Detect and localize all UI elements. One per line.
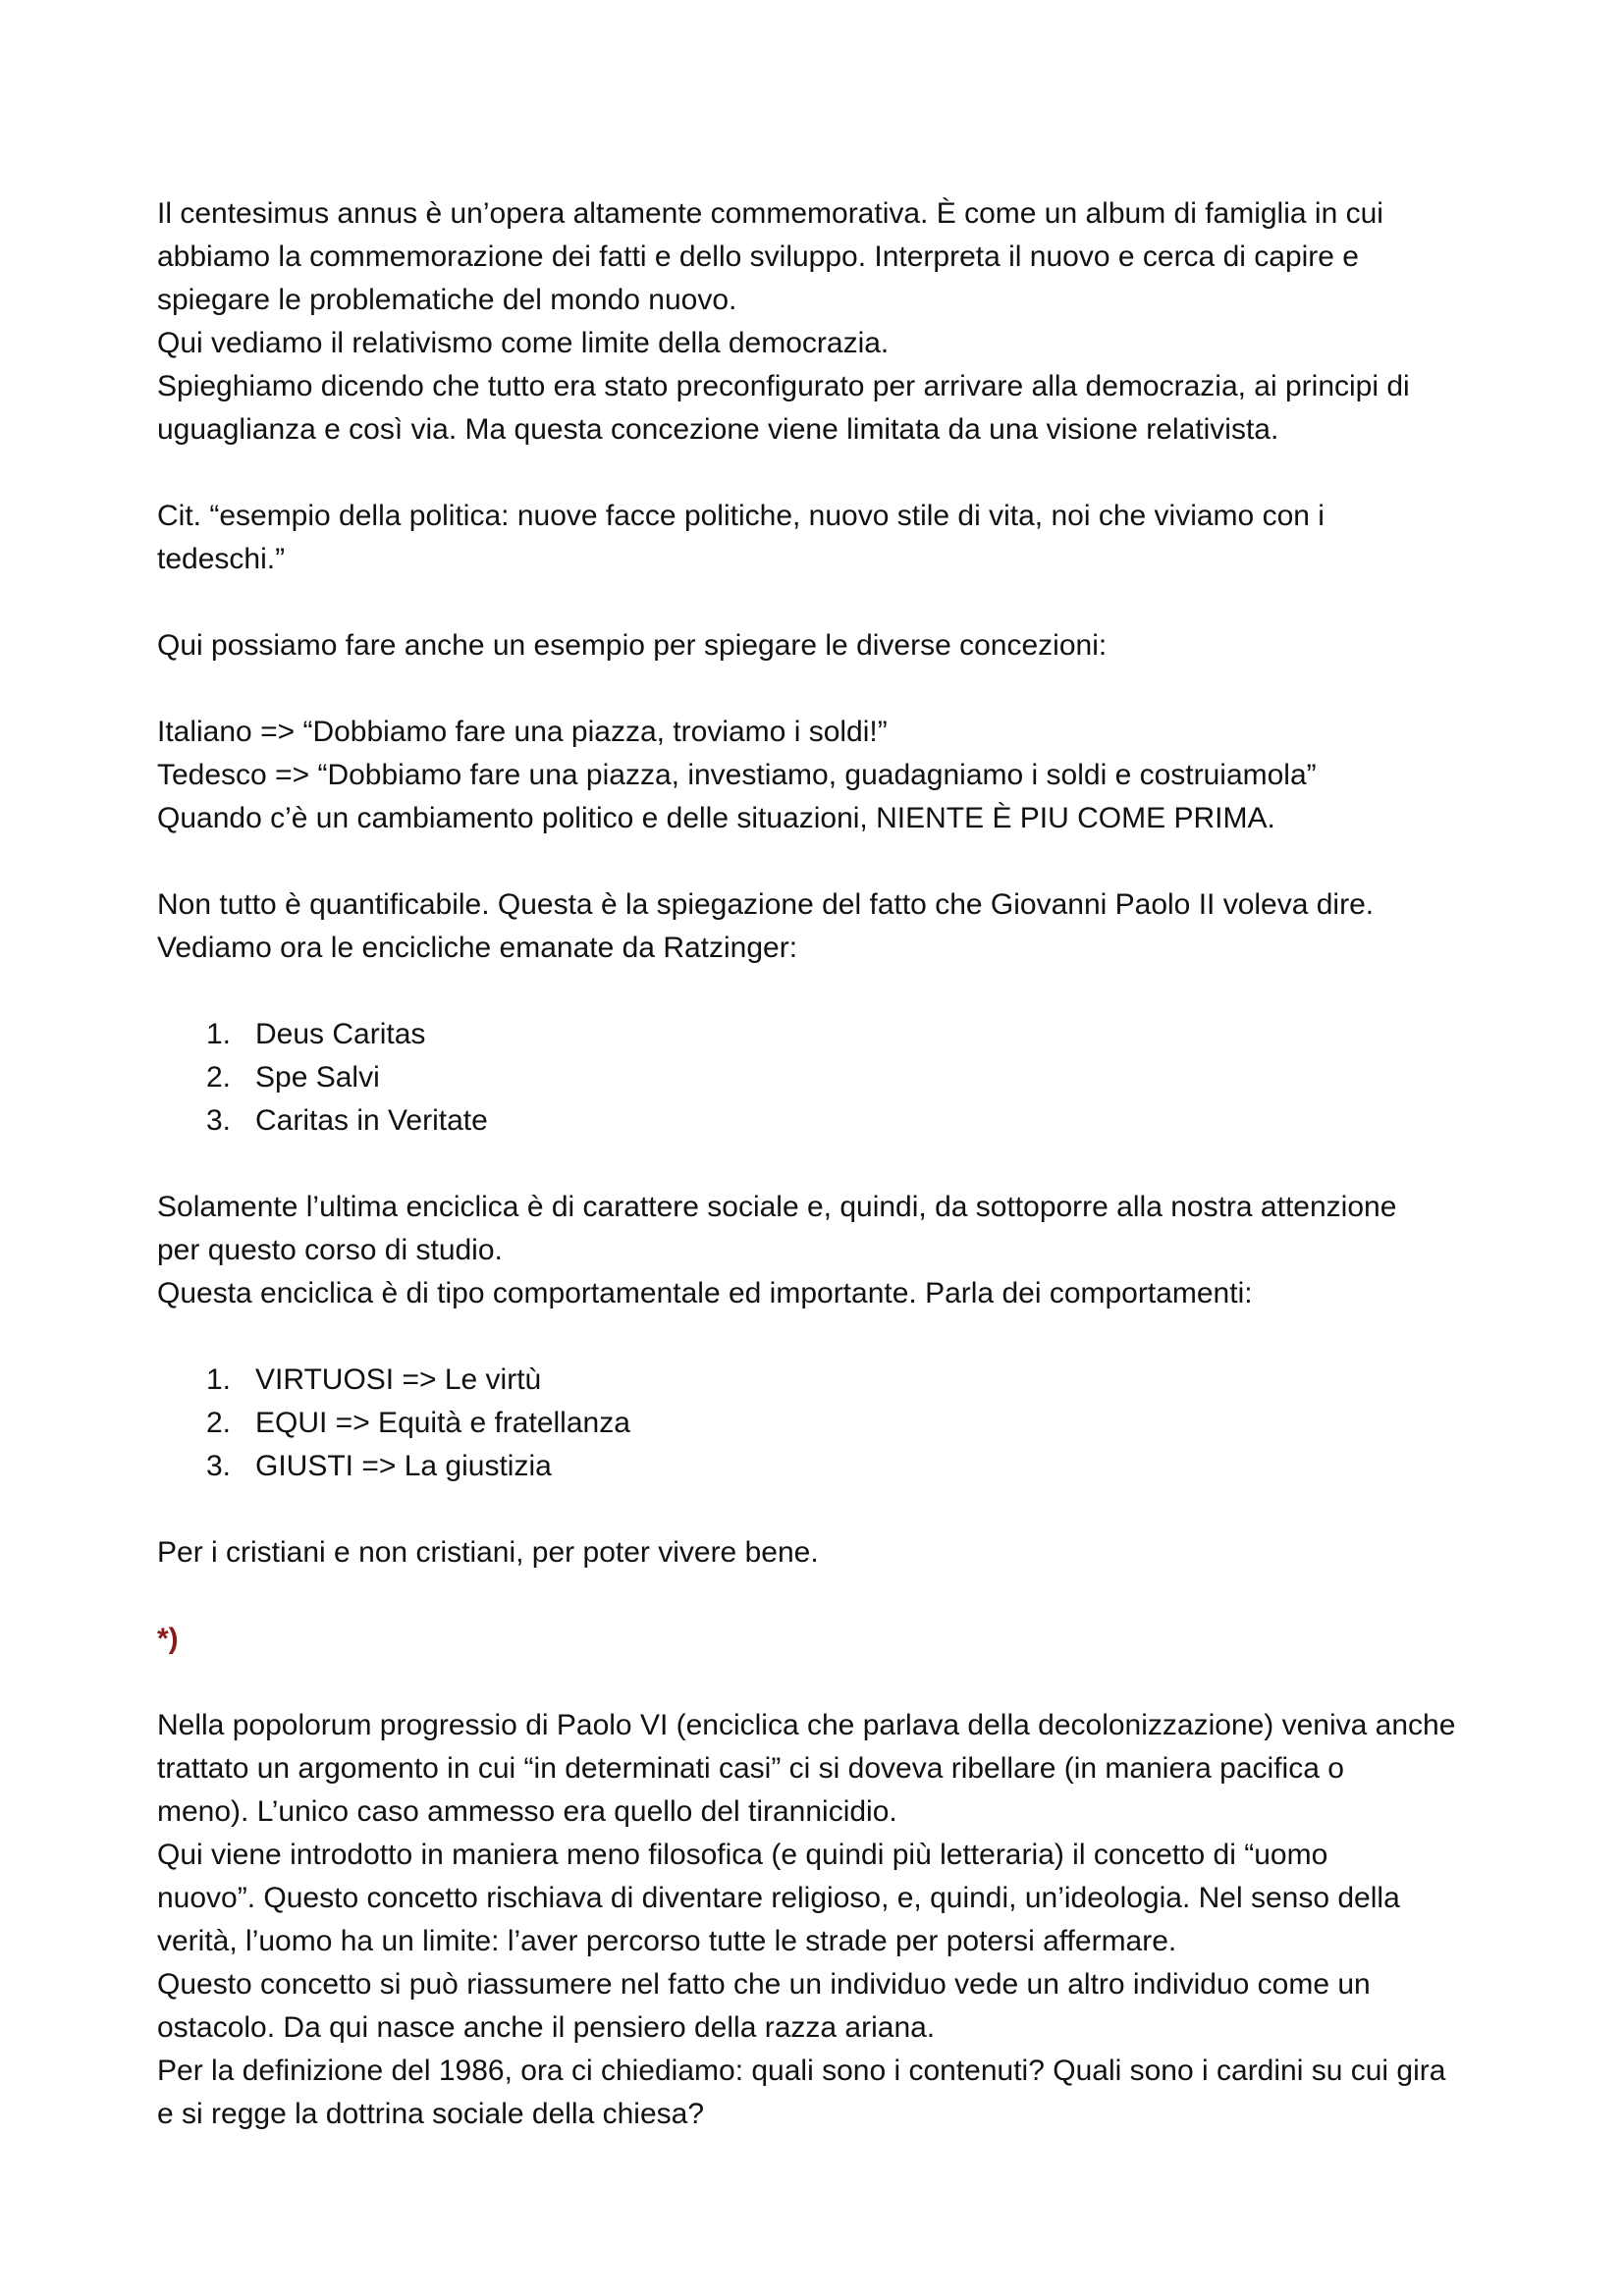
text-line: Qui vediamo il relativismo come limite della democrazia. [157, 327, 890, 359]
list-item-text: Deus Caritas [255, 1018, 426, 1050]
text-line: Quando c’è un cambiamento politico e delle situazioni, NIENTE È PIU COME PRIMA. [157, 802, 1275, 834]
text-line: Solamente l’ultima enciclica è di carattere sociale e, quindi, da sottoporre alla nostra attenzione [157, 1191, 1397, 1223]
citation [157, 495, 1492, 581]
encyclicals-list [157, 1013, 1492, 1143]
text-line: nuovo”. Questo concetto rischiava di diventare religioso, e, quindi, un’ideologia. Nel senso della [157, 1882, 1400, 1914]
text-line: per questo corso di studio. [157, 1234, 503, 1266]
list-item [157, 1056, 1492, 1099]
spacer [157, 1488, 1492, 1531]
document-page [157, 192, 1492, 2136]
text-line: Cit. “esempio della politica: nuove facce politiche, nuovo stile di vita, noi che viviamo con i [157, 500, 1325, 532]
list-item [157, 1013, 1492, 1056]
list-number: 1. [206, 1018, 232, 1050]
list-number: 3. [206, 1104, 232, 1137]
ratzinger-intro [157, 883, 1492, 970]
behaviours-list [157, 1359, 1492, 1488]
spacer [157, 970, 1492, 1013]
spacer [157, 452, 1492, 495]
footnote-marker: *) [157, 1623, 179, 1655]
list-item-text: Caritas in Veritate [255, 1104, 488, 1137]
text-line: Il centesimus annus è un’opera altamente commemorativa. È come un album di famiglia in cui [157, 197, 1383, 230]
spacer [157, 1575, 1492, 1618]
text-line: Nella popolorum progressio di Paolo VI (enciclica che parlava della decolonizzazione) veniva anche [157, 1709, 1456, 1741]
text-line: trattato un argomento in cui “in determinati casi” ci si doveva ribellare (in maniera pacifica o [157, 1752, 1344, 1785]
spacer [157, 667, 1492, 711]
text-line: Tedesco => “Dobbiamo fare una piazza, investiamo, guadagniamo i soldi e costruiamola” [157, 759, 1317, 791]
text-line: abbiamo la commemorazione dei fatti e dello sviluppo. Interpreta il nuovo e cerca di capire e [157, 240, 1359, 273]
example-intro: Qui possiamo fare anche un esempio per spiegare le diverse concezioni: [157, 629, 1108, 662]
spacer [157, 1661, 1492, 1704]
example-comparison [157, 711, 1492, 840]
text-line: verità, l’uomo ha un limite: l’aver percorso tutte le strade per potersi affermare. [157, 1925, 1177, 1957]
list-item-text: GIUSTI => La giustizia [255, 1450, 552, 1482]
list-item [157, 1099, 1492, 1143]
list-number: 1. [206, 1363, 232, 1396]
text-line: ostacolo. Da qui nasce anche il pensiero della razza ariana. [157, 2011, 936, 2044]
list-item-text: VIRTUOSI => Le virtù [255, 1363, 542, 1396]
text-line: uguaglianza e così via. Ma questa concezione viene limitata da una visione relativista. [157, 413, 1279, 446]
spacer [157, 581, 1492, 624]
list-number: 2. [206, 1061, 232, 1094]
paragraph-centesimus [157, 192, 1492, 452]
last-encyclical-paragraph [157, 1186, 1492, 1315]
text-line: spiegare le problematiche del mondo nuovo. [157, 284, 737, 316]
text-line: Qui viene introdotto in maniera meno filosofica (e quindi più letteraria) il concetto di “uomo [157, 1839, 1328, 1871]
text-line: tedeschi.” [157, 543, 286, 575]
text-line: Questa enciclica è di tipo comportamentale ed importante. Parla dei comportamenti: [157, 1277, 1253, 1309]
list-item [157, 1402, 1492, 1445]
list-number: 2. [206, 1407, 232, 1439]
text-line: Questo concetto si può riassumere nel fatto che un individuo vede un altro individuo come un [157, 1968, 1371, 2001]
text-line: Non tutto è quantificabile. Questa è la spiegazione del fatto che Giovanni Paolo II voleva dire. [157, 888, 1375, 921]
text-line: Spieghiamo dicendo che tutto era stato preconfigurato per arrivare alla democrazia, ai principi di [157, 370, 1410, 402]
list-item [157, 1359, 1492, 1402]
paragraph-popolorum [157, 1704, 1492, 2136]
text-line: meno). L’unico caso ammesso era quello del tirannicidio. [157, 1795, 897, 1828]
closing-line: Per i cristiani e non cristiani, per poter vivere bene. [157, 1536, 819, 1569]
spacer [157, 1143, 1492, 1186]
text-line: Vediamo ora le encicliche emanate da Ratzinger: [157, 932, 798, 964]
list-item-text: EQUI => Equità e fratellanza [255, 1407, 630, 1439]
spacer [157, 1315, 1492, 1359]
text-line: Per la definizione del 1986, ora ci chiediamo: quali sono i contenuti? Quali sono i cardini su cui gira [157, 2055, 1446, 2087]
list-item [157, 1445, 1492, 1488]
text-line: e si regge la dottrina sociale della chiesa? [157, 2098, 705, 2130]
text-line: Italiano => “Dobbiamo fare una piazza, troviamo i soldi!” [157, 716, 888, 748]
list-item-text: Spe Salvi [255, 1061, 380, 1094]
list-number: 3. [206, 1450, 232, 1482]
spacer [157, 840, 1492, 883]
